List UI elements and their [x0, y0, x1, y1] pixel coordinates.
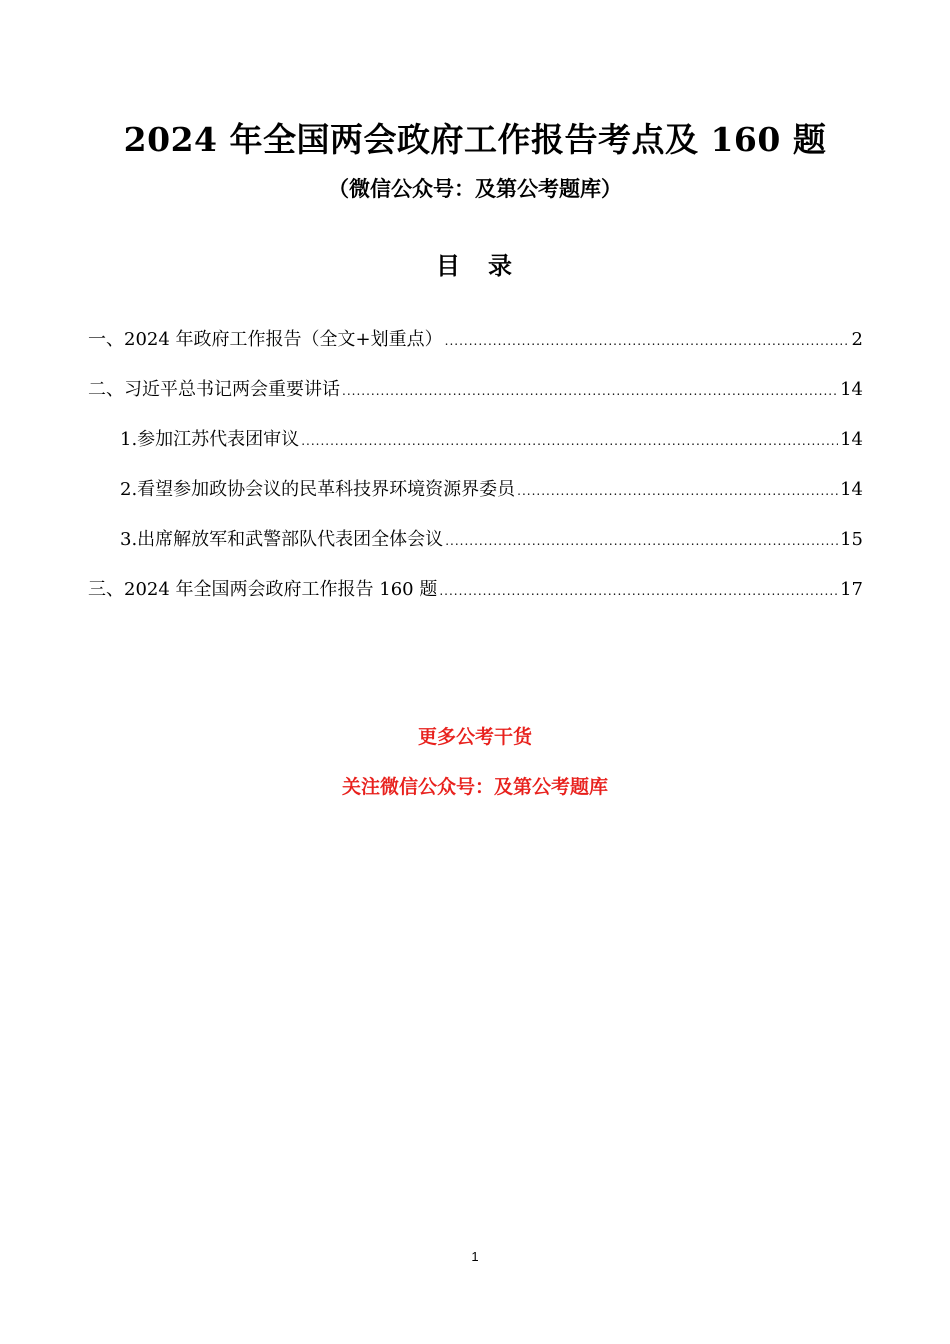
toc-leader-dots	[445, 523, 838, 559]
toc-entry-page: 17	[840, 579, 863, 600]
page-number: 1	[471, 1249, 479, 1264]
toc-entry[interactable]	[88, 372, 863, 422]
promo-follow-text: 关注微信公众号：及第公考题库	[341, 776, 608, 798]
document-subtitle: （微信公众号：及第公考题库）	[328, 177, 622, 201]
toc-entry-label: 二、习近平总书记两会重要讲话	[88, 379, 340, 400]
toc-heading-part2: 录	[488, 252, 514, 280]
toc-leader-dots	[342, 373, 838, 409]
toc-entry-page: 2	[851, 329, 863, 350]
toc-subentry[interactable]	[88, 522, 863, 572]
toc-leader-dots	[301, 423, 838, 459]
toc-entry-page: 15	[840, 529, 863, 550]
toc-heading-part1: 目	[436, 252, 462, 280]
toc-subentry[interactable]	[88, 422, 863, 472]
toc-leader-dots	[517, 473, 838, 509]
toc-leader-dots	[439, 573, 838, 609]
toc-entry-page: 14	[840, 429, 863, 450]
toc-heading	[0, 250, 950, 282]
document-title: 2024 年全国两会政府工作报告考点及 160 题	[123, 120, 827, 159]
toc-entry-page: 14	[840, 479, 863, 500]
toc-entry[interactable]	[88, 322, 863, 372]
toc-entry-label: 三、2024 年全国两会政府工作报告 160 题	[88, 579, 438, 600]
toc-entry[interactable]	[88, 572, 863, 622]
toc-entry-page: 14	[840, 379, 863, 400]
table-of-contents	[88, 322, 863, 622]
toc-entry-label: 3.出席解放军和武警部队代表团全体会议	[120, 529, 444, 550]
toc-leader-dots	[445, 323, 850, 359]
toc-entry-label: 一、2024 年政府工作报告（全文+划重点）	[88, 329, 443, 350]
toc-entry-label: 1.参加江苏代表团审议	[120, 429, 300, 450]
promo-headline: 更多公考干货	[417, 726, 532, 748]
toc-subentry[interactable]	[88, 472, 863, 522]
toc-entry-label: 2.看望参加政协会议的民革科技界环境资源界委员	[120, 479, 516, 500]
